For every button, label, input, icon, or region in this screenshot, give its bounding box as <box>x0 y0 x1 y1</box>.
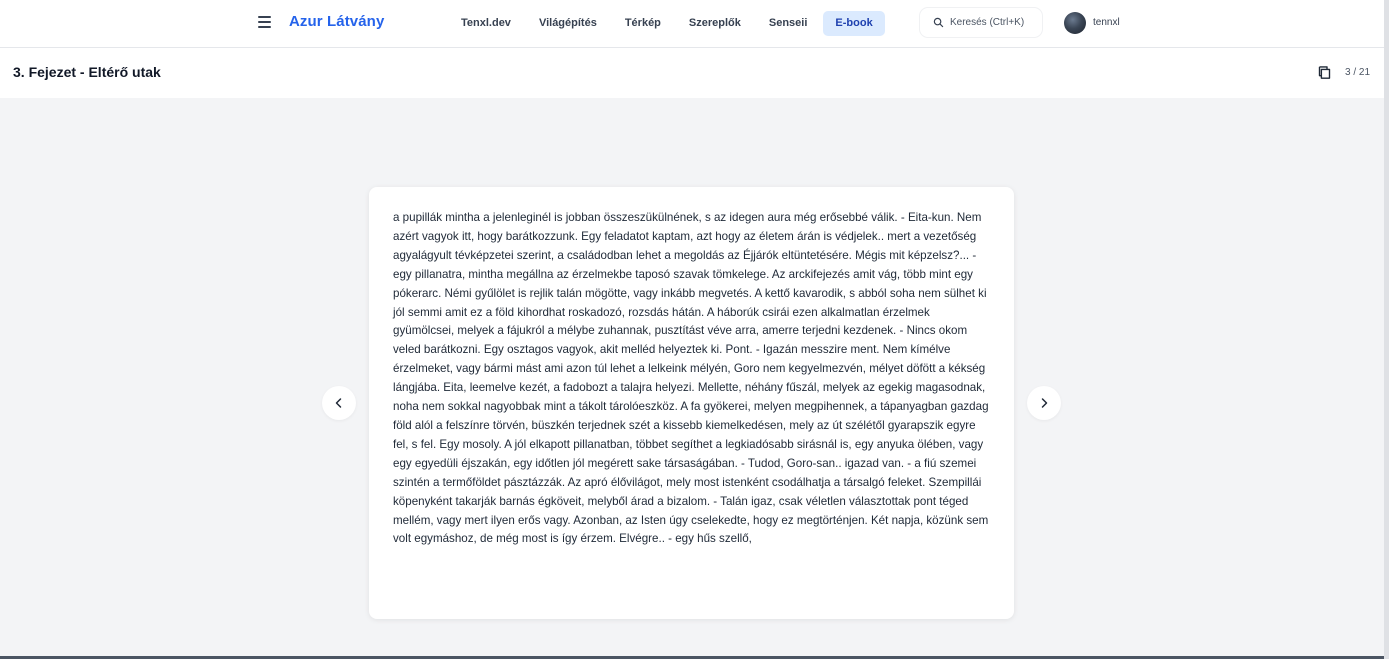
nav-item-terkep[interactable]: Térkép <box>624 17 661 29</box>
hamburger-menu-icon[interactable] <box>258 16 271 28</box>
username: tennxl <box>1093 17 1120 28</box>
chevron-right-icon <box>1038 397 1050 409</box>
scrollbar[interactable] <box>1384 0 1389 659</box>
search-button[interactable] <box>920 8 1042 37</box>
search-placeholder: Keresés (Ctrl+K) <box>950 17 1025 28</box>
main-nav <box>449 11 885 36</box>
brand-logo-text[interactable]: Azur Látvány <box>289 13 385 30</box>
nav-item-e-book[interactable]: E-book <box>823 11 884 36</box>
avatar[interactable] <box>1064 12 1086 34</box>
chapter-title: 3. Fejezet - Eltérő utak <box>13 64 161 80</box>
top-navigation-bar <box>0 0 1384 48</box>
search-icon <box>933 17 944 28</box>
nav-item-tenxl-dev[interactable]: Tenxl.dev <box>461 17 511 29</box>
chevron-left-icon <box>333 397 345 409</box>
chapter-header <box>0 48 1384 98</box>
previous-page-button[interactable] <box>322 386 356 420</box>
page-text: a pupillák mintha a jelenleginél is jobban összeszükülnének, s az idegen aura még erősebbé válik. - Eita-kun. Nem azért vagyok itt, hogy barátkozzunk. Egy feladatot kaptam, azt hogy az életem árán is védjelek.. mert a vezetőség agyalágyult tévképzetei szerint, a családodban lehet a megoldás az Éjjárók eltüntetésére. Mégis mit képzelsz?... - egy pillanatra, mintha megállna az érzelmekbe taposó szavak tömkelege. Az arckifejezés amit vág, több mint egy pókerarc. Némi gyűlölet is rejlik talán mögötte, vagy inkább megvetés. A kettő kavarodik, s abból soha nem sülhet ki jól semmi amit ez a föld kihordhat roskadozó, rozsdás hátán. A háborúk csirái ezen alkalmatlan érzelmek gyümölcsei, melyek a fájukról a mélybe zuhannak, pusztítást véve arra, amerre terjedni kezdenek. - Nincs okom veled barátkozni. Egy osztagos vagyok, akit melléd helyeztek ki. Pont. - Igazán messzire ment. Nem kímélve érzelmeket, vagy bármi mást ami azon túl lehet a lelkeink mélyén, Goro nem kegyelmezvén, mélyet döfött a kékség lángjába. Eita, leemelve kezét, a fadobozt a talajra helyezi. Mellette, néhány fűszál, melyek az egekig magasodnak, noha nem sokkal nagyobbak mint a tákolt tárolóeszköz. A fa gyökerei, melyen megpihennek, a tápanyagban gazdag föld alól a felszínre törvén, büszkén terjednek szét a kissebb kiemelkedésen, mely az út szélétől gyarapszik egyre fel, s fel. Egy mosoly. A jól elkapott pillanatban, többet segíthet a legkiadósabb sirásnál is, egy anyuka ölében, vagy egy egyedüli éjszakán, egy időtlen jól megérett sake társaságában. - Tudod, Goro-san.. igazad van. - a fiú szemei szintén a termőföldet pásztázzák. Az apró élővilágot, mely most istenként csodálhatja a társalgó feleket. Szempillái köpenyként takarják barnás égköveit, melyből árad a bizalom. - Talán igaz, csak véletlen választottak pont téged mellém, vagy mert ilyen erős vagy. Azonban, az Isten úgy cselekedte, hogy ez megtörténjen. Két napja, közünk sem volt egymáshoz, de még most is így érzem. Elvégre.. - egy hűs szellő, <box>393 211 989 546</box>
next-page-button[interactable] <box>1027 386 1061 420</box>
nav-item-szereplok[interactable]: Szereplők <box>688 17 741 29</box>
user-menu[interactable] <box>1057 8 1135 37</box>
bookmark-pages-icon[interactable] <box>1317 65 1332 85</box>
ebook-page <box>369 187 1014 619</box>
nav-item-senseii[interactable]: Senseii <box>768 17 808 29</box>
page-indicator: 3 / 21 <box>1345 67 1371 78</box>
nav-item-vilagepites[interactable]: Világépítés <box>538 17 597 29</box>
